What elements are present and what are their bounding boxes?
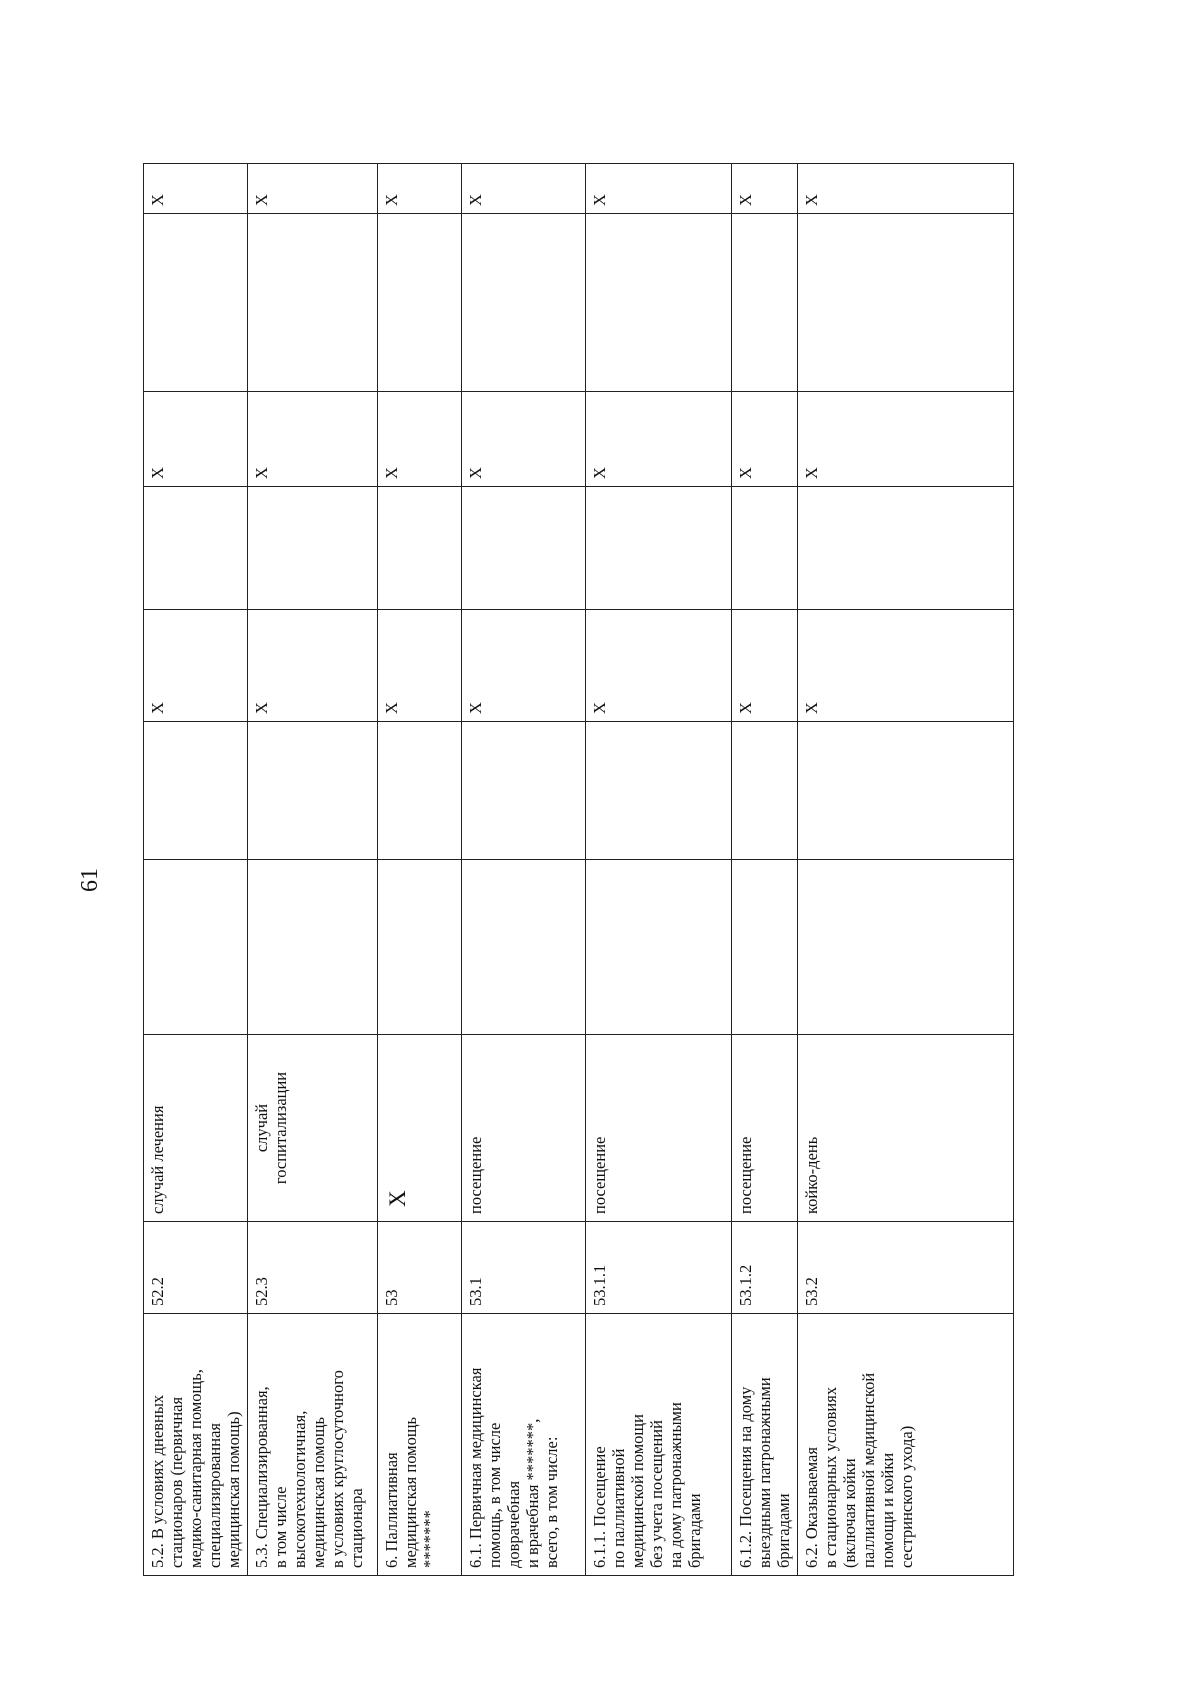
row-name-line: 6.2. Оказываемая — [802, 1447, 821, 1568]
not-applicable-cell: Х — [462, 610, 586, 722]
row-name-line: паллиативной медицинской — [859, 1372, 878, 1568]
row-name-line: медицинская помощь — [309, 1416, 328, 1568]
row-code-cell: 53 — [378, 1222, 462, 1314]
empty-cell — [462, 860, 586, 1035]
row-name-line: медико-санитарная помощь, — [186, 1369, 205, 1568]
row-name-cell — [798, 1314, 1014, 1576]
row-unit-line: Х — [385, 1190, 410, 1207]
row-name-line: медицинской помощи — [628, 1414, 647, 1568]
row-name-line: в том числе — [271, 1486, 290, 1568]
not-applicable-cell: Х — [798, 610, 1014, 722]
not-applicable-cell: Х — [462, 164, 586, 214]
row-name-line: 5.3. Специализированная, — [252, 1386, 271, 1568]
empty-cell — [732, 860, 798, 1035]
row-name-line: бригадами — [685, 1493, 704, 1568]
not-applicable-cell: Х — [378, 392, 462, 487]
empty-cell — [798, 722, 1014, 860]
empty-cell — [798, 487, 1014, 610]
table-row — [462, 164, 586, 1576]
empty-cell — [248, 487, 378, 610]
row-unit-cell — [378, 1035, 462, 1222]
empty-cell — [798, 860, 1014, 1035]
row-name-line: медицинская помощь) — [224, 1411, 243, 1568]
not-applicable-cell: Х — [144, 164, 248, 214]
row-name-line: 5.2. В условиях дневных — [148, 1394, 167, 1568]
row-name-line: 6.1.1. Посещение — [590, 1446, 609, 1568]
table-row — [732, 164, 798, 1576]
table-row — [378, 164, 462, 1576]
row-unit-line: койко-день — [802, 1136, 821, 1214]
row-name-line: всего, в том числе: — [542, 1436, 561, 1568]
empty-cell — [586, 214, 732, 392]
row-name-line: помощь, в том числе — [485, 1422, 504, 1568]
row-name-line: по паллиативной — [609, 1448, 628, 1568]
row-name-line: на дому патронажными — [666, 1402, 685, 1568]
empty-cell — [462, 722, 586, 860]
empty-cell — [144, 487, 248, 610]
row-unit-cell — [586, 1035, 732, 1222]
empty-cell — [462, 487, 586, 610]
row-code-cell: 52.3 — [248, 1222, 378, 1314]
empty-cell — [378, 214, 462, 392]
row-name-line: медицинская помощь — [401, 1416, 420, 1568]
empty-cell — [144, 214, 248, 392]
row-name-cell — [248, 1314, 378, 1576]
row-name-cell — [144, 1314, 248, 1576]
row-code-cell: 53.1 — [462, 1222, 586, 1314]
row-unit-line: посещение — [590, 1136, 609, 1214]
empty-cell — [248, 860, 378, 1035]
empty-cell — [732, 214, 798, 392]
row-name-cell — [462, 1314, 586, 1576]
not-applicable-cell: Х — [378, 610, 462, 722]
not-applicable-cell: Х — [798, 392, 1014, 487]
row-name-cell — [378, 1314, 462, 1576]
row-name-line: в условиях круглосуточного — [328, 1370, 347, 1568]
table-row — [248, 164, 378, 1576]
row-code-cell: 52.2 — [144, 1222, 248, 1314]
row-unit-line: посещение — [736, 1136, 755, 1214]
not-applicable-cell: Х — [732, 610, 798, 722]
row-unit-line: посещение — [466, 1136, 485, 1214]
not-applicable-cell: Х — [586, 164, 732, 214]
not-applicable-cell: Х — [586, 392, 732, 487]
empty-cell — [462, 214, 586, 392]
row-name-line: 6.1. Первичная медицинская — [466, 1367, 485, 1568]
empty-cell — [586, 860, 732, 1035]
row-unit-cell — [144, 1035, 248, 1222]
row-name-line: 6.1.2. Посещения на дому — [736, 1386, 755, 1568]
row-name-cell — [586, 1314, 732, 1576]
row-name-line: выездными патронажными — [755, 1377, 774, 1568]
not-applicable-cell: Х — [144, 610, 248, 722]
row-name-line: ******* — [420, 1510, 439, 1568]
empty-cell — [586, 722, 732, 860]
empty-cell — [248, 214, 378, 392]
not-applicable-cell: Х — [586, 610, 732, 722]
not-applicable-cell: Х — [732, 392, 798, 487]
empty-cell — [732, 487, 798, 610]
not-applicable-cell: Х — [732, 164, 798, 214]
row-name-line: и врачебная *******, — [523, 1418, 542, 1568]
empty-cell — [586, 487, 732, 610]
empty-cell — [144, 860, 248, 1035]
row-name-line: помощи и койки — [878, 1452, 897, 1568]
row-code-cell: 53.2 — [798, 1222, 1014, 1314]
row-name-line: стационара — [347, 1488, 366, 1568]
table-row — [586, 164, 732, 1576]
table-row — [144, 164, 248, 1576]
not-applicable-cell: Х — [798, 164, 1014, 214]
row-name-line: сестринского ухода) — [897, 1425, 916, 1568]
not-applicable-cell: Х — [248, 392, 378, 487]
row-code-cell: 53.1.1 — [586, 1222, 732, 1314]
row-name-line: без учета посещений — [647, 1420, 666, 1568]
not-applicable-cell: Х — [462, 392, 586, 487]
row-name-line: бригадами — [774, 1493, 793, 1568]
row-name-line: (включая койки — [840, 1458, 859, 1568]
not-applicable-cell: Х — [248, 164, 378, 214]
row-name-line: специализированная — [205, 1423, 224, 1568]
empty-cell — [144, 722, 248, 860]
table-row — [798, 164, 1014, 1576]
row-unit-line: случай — [252, 1103, 271, 1153]
page-number: 61 — [77, 868, 103, 892]
data-table — [143, 163, 1014, 1576]
empty-cell — [378, 487, 462, 610]
row-name-line: доврачебная — [504, 1480, 523, 1568]
not-applicable-cell: Х — [248, 610, 378, 722]
row-unit-line: госпитализации — [271, 1071, 290, 1185]
row-name-line: стационаров (первичная — [167, 1396, 186, 1568]
row-code-cell: 53.1.2 — [732, 1222, 798, 1314]
row-name-line: в стационарных условиях — [821, 1386, 840, 1568]
row-unit-cell — [798, 1035, 1014, 1222]
table-container — [143, 164, 1013, 1576]
empty-cell — [378, 860, 462, 1035]
row-name-line: высокотехнологичная, — [290, 1410, 309, 1568]
empty-cell — [378, 722, 462, 860]
empty-cell — [732, 722, 798, 860]
not-applicable-cell: Х — [144, 392, 248, 487]
empty-cell — [248, 722, 378, 860]
row-unit-cell — [248, 1035, 378, 1222]
row-name-cell — [732, 1314, 798, 1576]
empty-cell — [798, 214, 1014, 392]
row-unit-line: случай лечения — [148, 1105, 167, 1214]
row-name-line: 6. Паллиативная — [382, 1452, 401, 1568]
not-applicable-cell: Х — [378, 164, 462, 214]
row-unit-cell — [732, 1035, 798, 1222]
row-unit-cell — [462, 1035, 586, 1222]
